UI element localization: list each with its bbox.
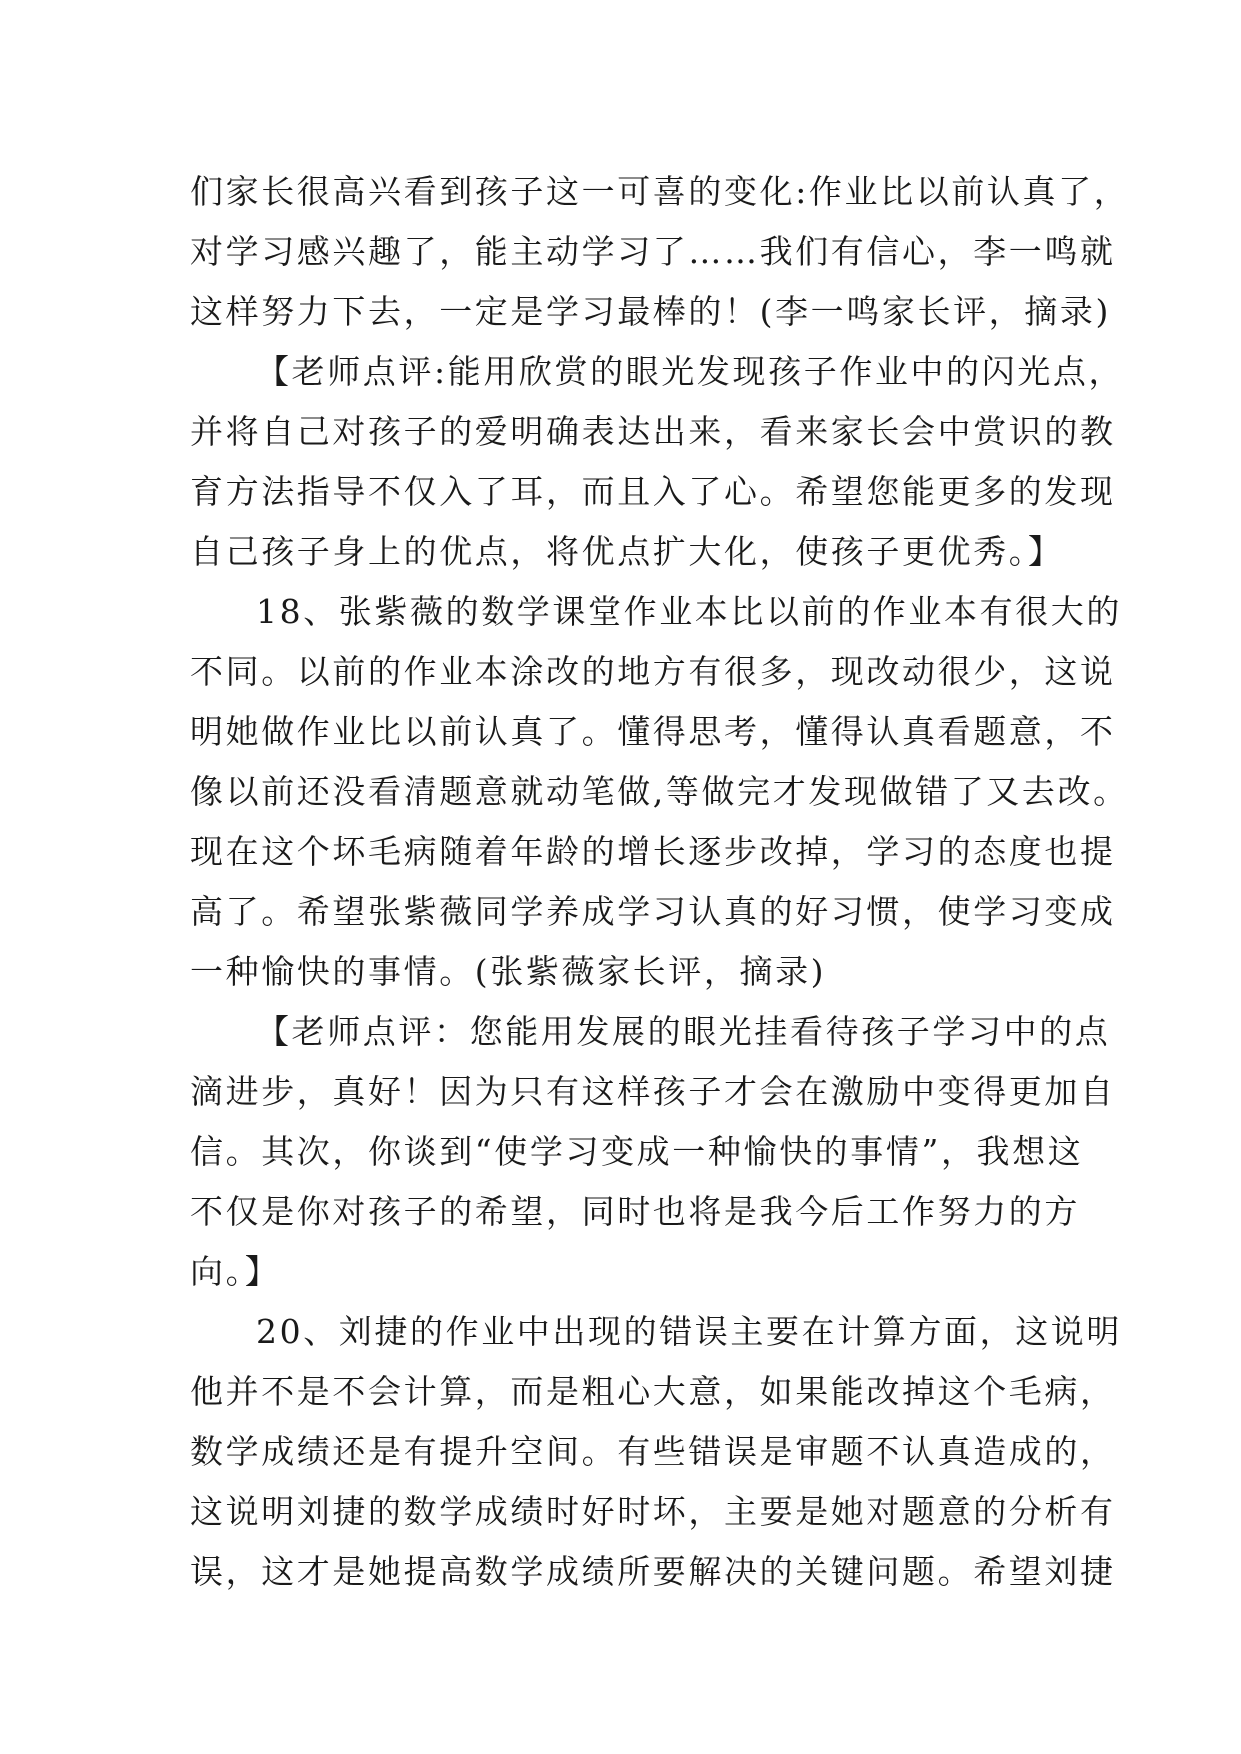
text-line: 育方法指导不仅入了耳，而且入了心。希望您能更多的发现 [190,472,1116,511]
text-line: 18、张紫薇的数学课堂作业本比以前的作业本有很大的 [256,592,1122,631]
text-line: 现在这个坏毛病随着年龄的增长逐步改掉，学习的态度也提 [190,832,1116,871]
text-line: 滴进步，真好！因为只有这样孩子才会在激励中变得更加自 [190,1072,1116,1111]
text-line: 20、刘捷的作业中出现的错误主要在计算方面，这说明 [256,1312,1122,1351]
text-line: 他并不是不会计算，而是粗心大意，如果能改掉这个毛病， [190,1372,1116,1411]
text-line: 这说明刘捷的数学成绩时好时坏，主要是她对题意的分析有 [190,1492,1116,1531]
text-line: 这样努力下去，一定是学习最棒的！(李一鸣家长评，摘录) [190,292,1111,331]
text-line: 数学成绩还是有提升空间。有些错误是审题不认真造成的， [190,1432,1116,1471]
text-line: 向。】 [190,1252,281,1291]
text-line: 误，这才是她提高数学成绩所要解决的关键问题。希望刘捷 [190,1552,1116,1591]
text-line: 高了。希望张紫薇同学养成学习认真的好习惯，使学习变成 [190,892,1116,931]
text-line: 并将自己对孩子的爱明确表达出来，看来家长会中赏识的教 [190,412,1116,451]
text-line: 像以前还没看清题意就动笔做,等做完才发现做错了又去改。 [190,772,1129,811]
text-line: 信。其次，你谈到“使学习变成一种愉快的事情”，我想这 [190,1132,1084,1171]
body-text [190,162,1130,1602]
text-line: 一种愉快的事情。(张紫薇家长评，摘录) [190,952,827,991]
text-line: 自己孩子身上的优点，将优点扩大化，使孩子更优秀。】 [190,532,1064,571]
text-line: 明她做作业比以前认真了。懂得思考，懂得认真看题意，不 [190,712,1116,751]
text-line: 【老师点评：您能用发展的眼光挂看待孩子学习中的点 [256,1012,1111,1051]
text-line: 不同。以前的作业本涂改的地方有很多，现改动很少，这说 [190,652,1116,691]
text-line: 们家长很高兴看到孩子这一可喜的变化:作业比以前认真了， [190,172,1130,211]
text-line: 对学习感兴趣了，能主动学习了……我们有信心，李一鸣就 [190,232,1116,271]
text-line: 不仅是你对孩子的希望，同时也将是我今后工作努力的方 [190,1192,1080,1231]
text-line: 【老师点评:能用欣赏的眼光发现孩子作业中的闪光点， [256,352,1125,391]
